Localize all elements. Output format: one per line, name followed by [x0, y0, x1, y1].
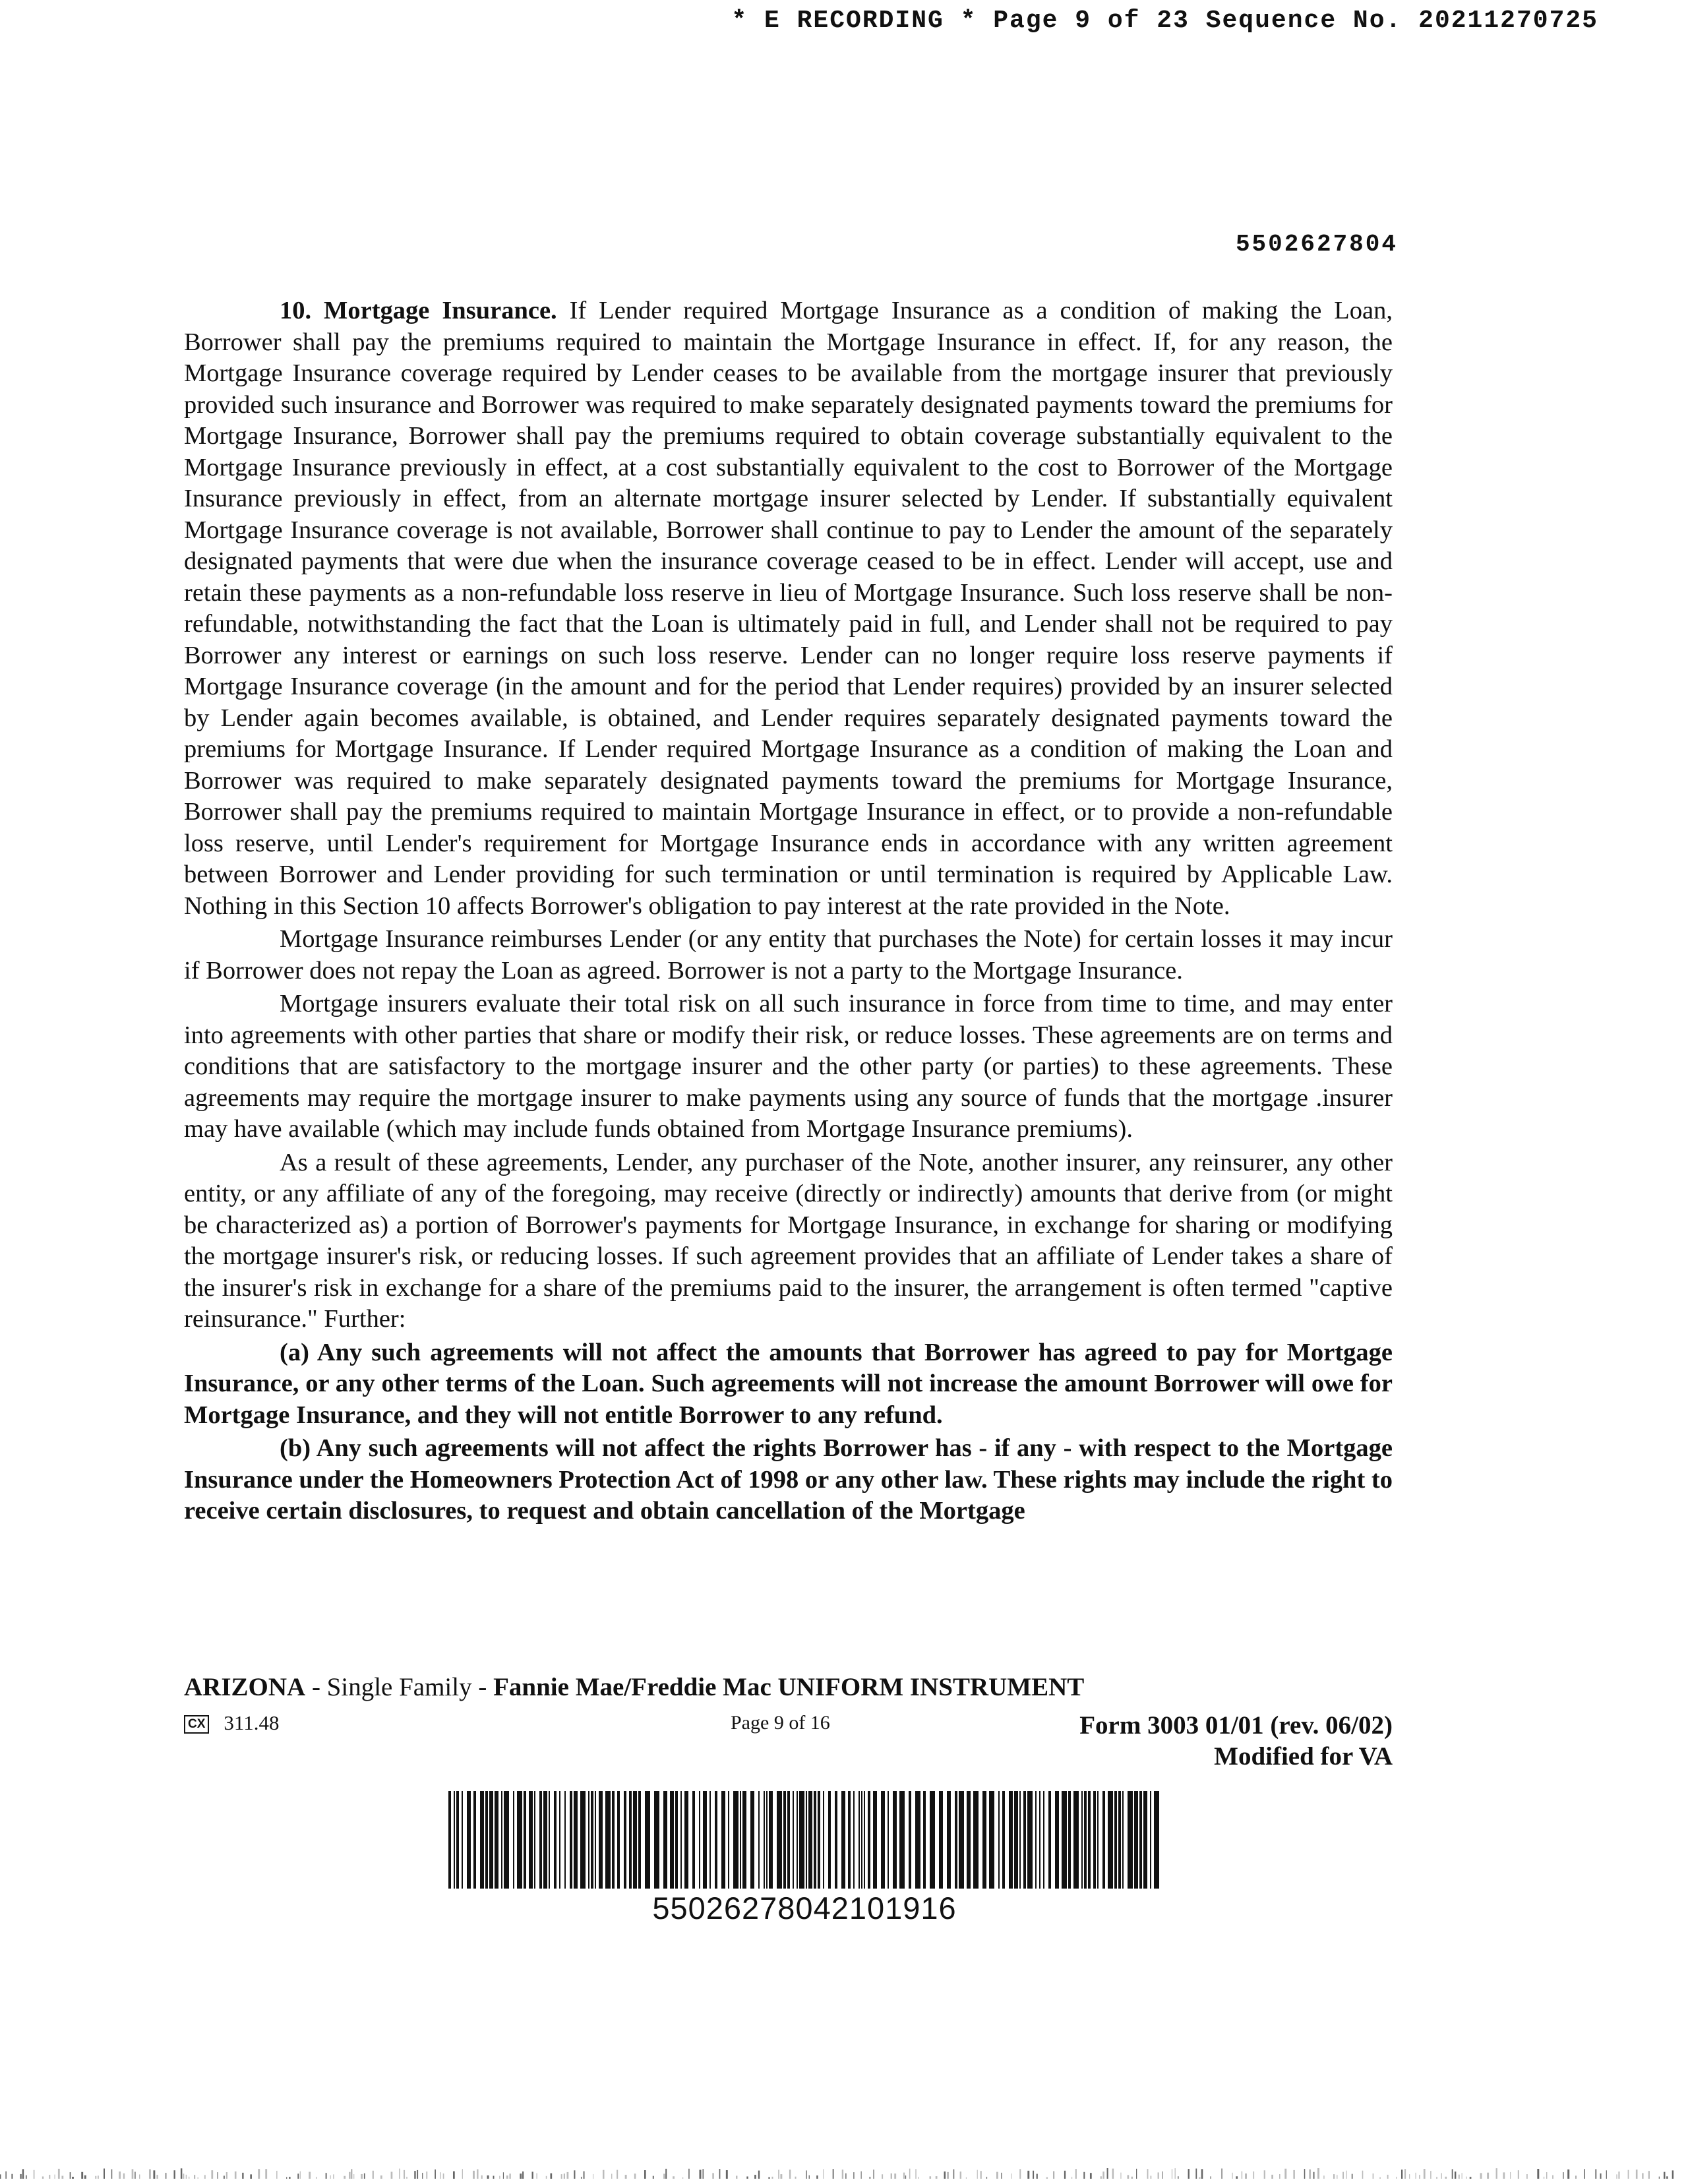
paragraph-insurers-evaluate: Mortgage insurers evaluate their total risk on all such insurance in force from time to time, and may enter into agreements with other parties that share or modify their risk, or reduce losses. These agreements are on terms and conditions that are satisfactory to the mortgage insurer and the other party (or parties) to these agreements. These agreements may require the mortgage insurer to make payments using any source of funds that the mortgage .insurer may have available (which may include funds obtained from Mortgage Insurance premiums). — [184, 990, 1393, 1143]
paragraph-agreements-result: As a result of these agreements, Lender, any purchaser of the Note, another insurer, any reinsurer, any other entity, or any affiliate of any of the foregoing, may receive (directly or indirectly) amounts that derive from (or might be characterized as) a portion of Borrower's payments for Mortgage Insurance, in exchange for sharing or modifying the mortgage insurer's risk, or reducing losses. If such agreement provides that an affiliate of Lender takes a share of the insurer's risk in exchange for a share of the premiums paid to the insurer, the arrangement is often termed "captive reinsurance." Further: — [184, 1148, 1393, 1333]
footer-state: ARIZONA — [184, 1673, 306, 1701]
paragraph-reimburses: Mortgage Insurance reimburses Lender (or any entity that purchases the Note) for certain losses it may incur if Borrower does not repay the Loan as agreed. Borrower is not a party to the Mortgage Insurance. — [184, 925, 1393, 985]
loan-number: 5502627804 — [1235, 231, 1398, 258]
barcode-number: 55026278042101916 — [652, 1891, 957, 1926]
form-modified: Modified for VA — [1214, 1742, 1393, 1771]
form-number: Form 3003 01/01 (rev. 06/02) — [1079, 1711, 1393, 1740]
section-10-paragraph — [184, 295, 1393, 922]
paragraph-clause-a: (a) Any such agreements will not affect the amounts that Borrower has agreed to pay for Mortgage Insurance, or any other terms of the Loan. Such agreements will not increase the amount Borrower will owe for Mortgage Insurance, and they will not entitle Borrower to any refund. — [184, 1338, 1393, 1429]
footer-instrument-line — [184, 1672, 1084, 1702]
recording-stamp: * E RECORDING * Page 9 of 23 Sequence No. 20211270725 — [731, 7, 1598, 35]
footer-instrument: Fannie Mae/Freddie Mac UNIFORM INSTRUMENT — [493, 1673, 1085, 1701]
paragraph-clause-b: (b) Any such agreements will not affect the rights Borrower has - if any - with respect to the Mortgage Insurance under the Homeowners Protection Act of 1998 or any other law. These rights may include the right to receive certain disclosures, to request and obtain cancellation of the Mortgage — [184, 1434, 1393, 1525]
footer-code-value: 311.48 — [224, 1711, 280, 1734]
scan-edge-noise — [0, 2166, 1688, 2179]
form-identifier — [1079, 1710, 1393, 1772]
page-number: Page 9 of 16 — [731, 1712, 830, 1734]
footer-separator: - Single Family - — [305, 1673, 494, 1701]
section-body — [184, 295, 1393, 1529]
footer-form-code — [184, 1711, 280, 1735]
cx-logo-icon: CX — [184, 1715, 209, 1734]
section-heading: 10. Mortgage Insurance. — [280, 297, 557, 324]
barcode-icon — [448, 1791, 1160, 1889]
section-intro-text: If Lender required Mortgage Insurance as a condition of making the Loan, Borrower shall pay the premiums required to maintain the Mortgage Insurance in effect. If, for any reason, the Mortgage Insurance coverage required by Lender ceases to be available from the mortgage insurer that previously provided such insurance and Borrower was required to make separately designated payments toward the premiums for Mortgage Insurance, Borrower shall pay the premiums required to obtain coverage substantially equivalent to the Mortgage Insurance previously in effect, at a cost substantially equivalent to the cost to Borrower of the Mortgage Insurance previously in effect, from an alternate mortgage insurer selected by Lender. If substantially equivalent Mortgage Insurance coverage is not available, Borrower shall continue to pay to Lender the amount of the separately designated payments that were due when the insurance coverage ceased to be in effect. Lender will accept, use and retain these payments as a non-refundable loss reserve in lieu of Mortgage Insurance. Such loss reserve shall be non-refundable, notwithstanding the fact that the Loan is ultimately paid in full, and Lender shall not be required to pay Borrower any interest or earnings on such loss reserve. Lender can no longer require loss reserve payments if Mortgage Insurance coverage (in the amount and for the period that Lender requires) provided by an insurer selected by Lender again becomes available, is obtained, and Lender requires separately designated payments toward the premiums for Mortgage Insurance. If Lender required Mortgage Insurance as a condition of making the Loan and Borrower was required to make separately designated payments toward the premiums for Mortgage Insurance, Borrower shall pay the premiums required to maintain Mortgage Insurance in effect, or to provide a non-refundable loss reserve, until Lender's requirement for Mortgage Insurance ends in accordance with any written agreement between Borrower and Lender providing for such termination or until termination is required by Applicable Law. Nothing in this Section 10 affects Borrower's obligation to pay interest at the rate provided in the Note. — [184, 297, 1393, 920]
